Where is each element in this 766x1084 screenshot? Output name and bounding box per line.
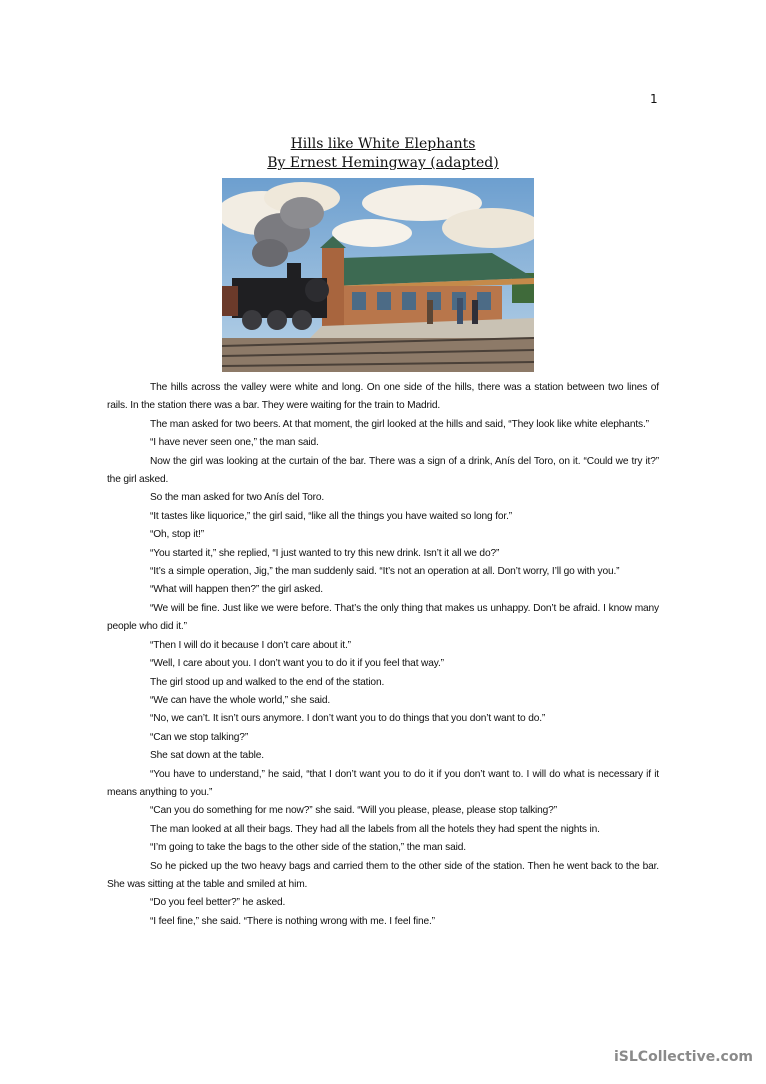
paragraph: “Then I will do it because I don’t care about it.” xyxy=(150,639,351,651)
paragraph: “We can have the whole world,” she said. xyxy=(150,694,331,706)
story-author: By Ernest Hemingway (adapted) xyxy=(267,155,499,171)
paragraph: “What will happen then?” the girl asked. xyxy=(150,584,323,596)
paragraph: “You have to understand,” he said, “that I don’t want you to do it if you don’t want to. I will do what is necessary if it means anything to you.” xyxy=(107,768,659,798)
paragraph: “Can we stop talking?” xyxy=(150,731,249,743)
paragraph: “You started it,” she replied, “I just wanted to try this new drink. Isn’t it all we do?” xyxy=(150,547,500,559)
page-number: 1 xyxy=(650,92,658,106)
paragraph: “Oh, stop it!” xyxy=(150,529,204,541)
paragraph: “Do you feel better?” he asked. xyxy=(150,897,286,909)
paragraph: “I feel fine,” she said. “There is nothing wrong with me. I feel fine.” xyxy=(150,915,435,927)
train-station-painting-icon xyxy=(222,178,534,372)
paragraph: So he picked up the two heavy bags and carried them to the other side of the station. Then he went back to the bar. She was sitting at the table and smiled at him. xyxy=(107,860,659,890)
paragraph: The girl stood up and walked to the end of the station. xyxy=(150,676,385,688)
paragraph: The man asked for two beers. At that moment, the girl looked at the hills and said, “They look like white elephants.” xyxy=(150,418,649,430)
paragraph: “I’m going to take the bags to the other side of the station,” the man said. xyxy=(150,842,466,854)
paragraph: “We will be fine. Just like we were before. That’s the only thing that makes us unhappy. Don’t be afraid. I know many people who did it.” xyxy=(107,602,659,633)
title-block xyxy=(0,135,766,173)
story-title: Hills like White Elephants xyxy=(290,136,476,152)
paragraph: “It’s a simple operation, Jig,” the man suddenly said. “It’s not an operation at all. Don’t worry, I’ll go with you.” xyxy=(150,566,620,578)
paragraph: She sat down at the table. xyxy=(150,750,264,762)
paragraph: “No, we can’t. It isn’t ours anymore. I don’t want you to do things that you don’t want to do.” xyxy=(150,713,546,725)
paragraph: “It tastes like liquorice,” the girl said, “like all the things you have waited so long for.” xyxy=(150,510,513,522)
paragraph: The man looked at all their bags. They had all the labels from all the hotels they had spent the nights in. xyxy=(150,823,600,835)
story-text xyxy=(107,379,659,931)
paragraph: “I have never seen one,” the man said. xyxy=(150,437,319,449)
site-watermark: iSLCollective.com xyxy=(614,1049,754,1065)
paragraph: “Well, I care about you. I don’t want you to do it if you feel that way.” xyxy=(150,658,444,670)
paragraph: “Can you do something for me now?” she said. “Will you please, please, please stop talking?” xyxy=(150,805,557,817)
paragraph: So the man asked for two Anís del Toro. xyxy=(150,492,325,504)
paragraph: The hills across the valley were white and long. On one side of the hills, there was a station between two lines of rails. In the station there was a bar. They were waiting for the train to Madrid. xyxy=(107,382,659,412)
paragraph: Now the girl was looking at the curtain of the bar. There was a sign of a drink, Anís del Toro, on it. “Could we try it?” the girl asked. xyxy=(107,455,659,486)
